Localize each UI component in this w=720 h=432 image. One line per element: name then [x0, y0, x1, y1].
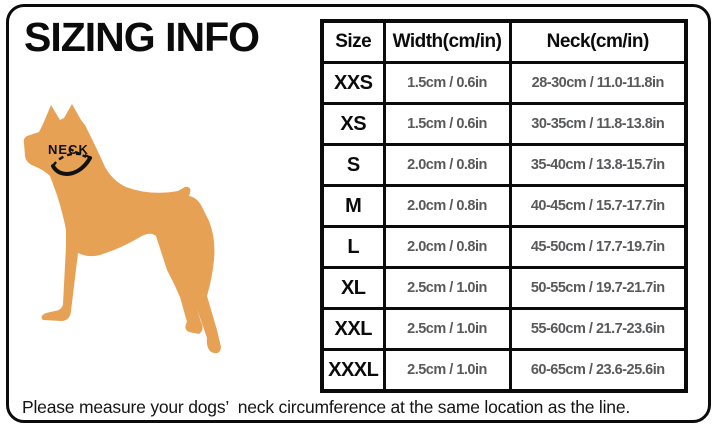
width-cell: 2.0cm / 0.8in: [384, 145, 510, 186]
table-row: [322, 227, 686, 268]
neck-cell: 28-30cm / 11.0-11.8in: [510, 63, 686, 104]
table-row: [322, 104, 686, 145]
col-header-width: Width(cm/in): [384, 21, 510, 63]
size-cell: XL: [322, 268, 384, 309]
table-row: [322, 145, 686, 186]
col-header-neck: Neck(cm/in): [510, 21, 686, 63]
width-cell: 1.5cm / 0.6in: [384, 104, 510, 145]
size-cell: XXL: [322, 309, 384, 350]
neck-cell: 55-60cm / 21.7-23.6in: [510, 309, 686, 350]
width-cell: 2.0cm / 0.8in: [384, 227, 510, 268]
size-cell: XS: [322, 104, 384, 145]
col-header-size: Size: [322, 21, 384, 63]
header-row: [322, 21, 686, 63]
table-row: [322, 186, 686, 227]
neck-cell: 45-50cm / 17.7-19.7in: [510, 227, 686, 268]
neck-label: NECK: [48, 142, 89, 157]
size-cell: S: [322, 145, 384, 186]
table-row: [322, 268, 686, 309]
neck-cell: 35-40cm / 13.8-15.7in: [510, 145, 686, 186]
neck-cell: 40-45cm / 15.7-17.7in: [510, 186, 686, 227]
neck-cell: 50-55cm / 19.7-21.7in: [510, 268, 686, 309]
size-cell: XXXL: [322, 350, 384, 392]
dog-neck-diagram: [20, 98, 240, 360]
table-row: [322, 350, 686, 392]
table-row: [322, 63, 686, 104]
size-cell: M: [322, 186, 384, 227]
sizing-table: [320, 19, 688, 393]
width-cell: 2.5cm / 1.0in: [384, 268, 510, 309]
size-cell: L: [322, 227, 384, 268]
width-cell: 2.5cm / 1.0in: [384, 309, 510, 350]
neck-cell: 60-65cm / 23.6-25.6in: [510, 350, 686, 392]
page-title: SIZING INFO: [24, 14, 259, 60]
size-cell: XXS: [322, 63, 384, 104]
width-cell: 2.5cm / 1.0in: [384, 350, 510, 392]
width-cell: 1.5cm / 0.6in: [384, 63, 510, 104]
width-cell: 2.0cm / 0.8in: [384, 186, 510, 227]
neck-cell: 30-35cm / 11.8-13.8in: [510, 104, 686, 145]
table-row: [322, 309, 686, 350]
measurement-instruction: Please measure your dogs’ neck circumference at the same location as the line.: [22, 397, 631, 417]
